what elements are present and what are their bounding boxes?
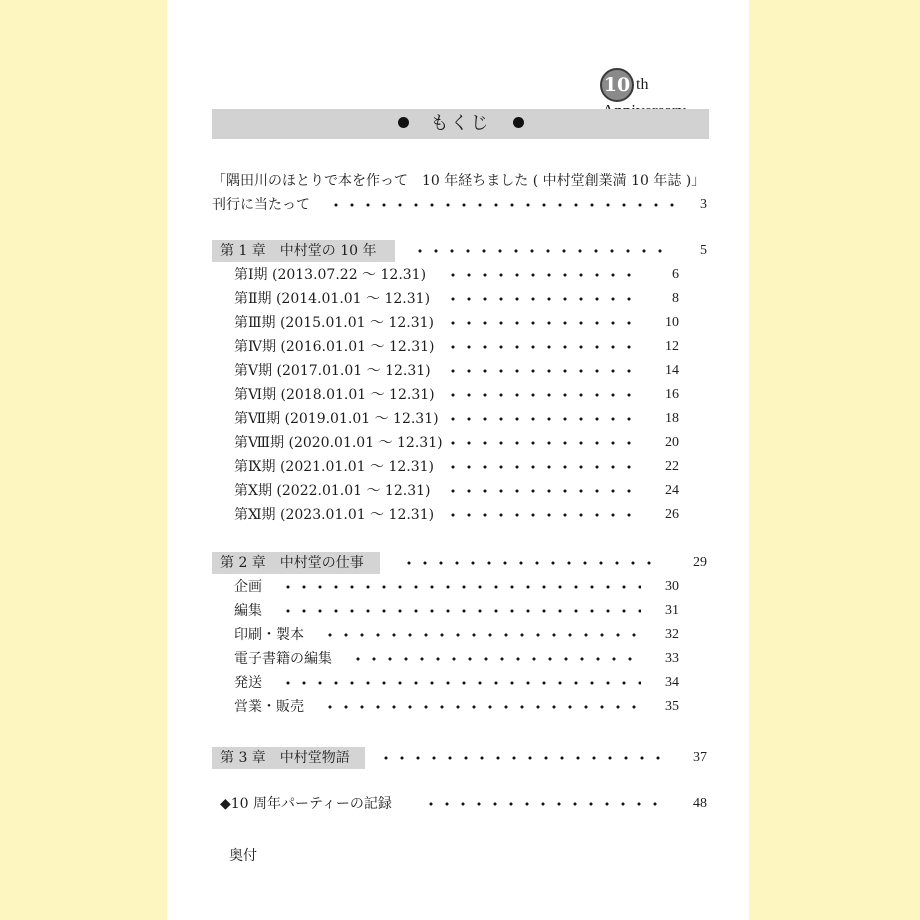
toc-entry-page: 32 xyxy=(665,627,679,642)
toc-entry-page: 6 xyxy=(672,267,679,282)
intro-line-2: 刊行に当たって xyxy=(212,197,310,213)
toc-entry-page: 14 xyxy=(665,363,679,378)
toc-entry-page: 34 xyxy=(665,675,679,690)
dot-leader xyxy=(445,505,641,525)
dot-leader xyxy=(322,697,641,717)
chapter-3-title: 第 3 章 中村堂物語 xyxy=(220,750,350,766)
toc-entry-label: 第Ⅳ期 (2016.01.01 ～ 12.31) xyxy=(234,339,435,355)
dot-leader xyxy=(423,794,668,814)
dot-leader xyxy=(280,601,641,621)
toc-entry-label: 第Ⅲ期 (2015.01.01 ～ 12.31) xyxy=(234,315,435,331)
toc-entry-page: 18 xyxy=(665,411,679,426)
dot-leader xyxy=(445,385,641,405)
toc-entry-label: 第Ⅶ期 (2019.01.01 ～ 12.31) xyxy=(234,411,439,427)
toc-entry-label: 発送 xyxy=(234,675,262,691)
toc-entry-page: 12 xyxy=(665,339,679,354)
dot-leader xyxy=(350,649,641,669)
dot-leader xyxy=(445,481,641,501)
dot-leader xyxy=(445,289,641,309)
dot-leader xyxy=(412,241,672,261)
dot-leader xyxy=(401,553,661,573)
toc-entry-page: 16 xyxy=(665,387,679,402)
bullet-icon xyxy=(513,117,524,128)
dot-leader xyxy=(445,457,641,477)
toc-entry-page: 26 xyxy=(665,507,679,522)
dot-leader xyxy=(445,313,641,333)
dot-leader xyxy=(280,577,641,597)
intro-page: 3 xyxy=(700,197,707,212)
toc-entry-label: 第Ⅸ期 (2021.01.01 ～ 12.31) xyxy=(234,459,435,475)
party-entry: ◆10 周年パーティーの記録 xyxy=(220,796,392,812)
toc-entry-page: 22 xyxy=(665,459,679,474)
dot-leader xyxy=(445,433,641,453)
dot-leader xyxy=(378,748,668,768)
toc-title: もくじ xyxy=(430,113,491,134)
dot-leader xyxy=(280,673,641,693)
toc-entry-label: 第Ⅴ期 (2017.01.01 ～ 12.31) xyxy=(234,363,431,379)
dot-leader xyxy=(322,625,641,645)
toc-entry-page: 10 xyxy=(665,315,679,330)
toc-entry-page: 20 xyxy=(665,435,679,450)
toc-entry-label: 第Ⅰ期 (2013.07.22 ～ 12.31) xyxy=(234,267,427,283)
toc-entry-label: 第Ⅹ期 (2022.01.01 ～ 12.31) xyxy=(234,483,431,499)
badge-suffix: th xyxy=(636,76,649,93)
chapter-2-page: 29 xyxy=(693,555,707,570)
toc-entry-label: 印刷・製本 xyxy=(234,627,304,643)
book-page xyxy=(167,0,749,920)
party-page: 48 xyxy=(693,796,707,811)
dot-leader xyxy=(445,265,641,285)
toc-entry-page: 30 xyxy=(665,579,679,594)
intro-line-1: 「隅田川のほとりで本を作って 10 年経ちました ( 中村堂創業満 10 年誌 )」 xyxy=(212,173,706,189)
dot-leader xyxy=(445,361,641,381)
toc-entry-label: 企画 xyxy=(234,579,262,595)
toc-entry-label: 第Ⅱ期 (2014.01.01 ～ 12.31) xyxy=(234,291,431,307)
chapter-2-title: 第 2 章 中村堂の仕事 xyxy=(220,555,364,571)
toc-entry-label: 営業・販売 xyxy=(234,699,304,715)
toc-entry-label: 第Ⅺ期 (2023.01.01 ～ 12.31) xyxy=(234,507,435,523)
badge-number: 10 xyxy=(600,68,634,102)
toc-entry-page: 31 xyxy=(665,603,679,618)
dot-leader xyxy=(445,409,641,429)
toc-entry-page: 8 xyxy=(672,291,679,306)
toc-entry-label: 第Ⅵ期 (2018.01.01 ～ 12.31) xyxy=(234,387,435,403)
bullet-icon xyxy=(398,117,409,128)
colophon: 奥付 xyxy=(229,848,257,864)
dot-leader xyxy=(445,337,641,357)
toc-entry-label: 第Ⅷ期 (2020.01.01 ～ 12.31) xyxy=(234,435,443,451)
toc-title-bar xyxy=(212,109,709,139)
dot-leader xyxy=(328,195,684,215)
chapter-3-page: 37 xyxy=(693,750,707,765)
toc-entry-page: 35 xyxy=(665,699,679,714)
chapter-1-title: 第 1 章 中村堂の 10 年 xyxy=(220,243,377,259)
chapter-1-page: 5 xyxy=(700,243,707,258)
toc-entry-page: 24 xyxy=(665,483,679,498)
toc-entry-page: 33 xyxy=(665,651,679,666)
toc-entry-label: 電子書籍の編集 xyxy=(234,651,332,667)
toc-entry-label: 編集 xyxy=(234,603,262,619)
